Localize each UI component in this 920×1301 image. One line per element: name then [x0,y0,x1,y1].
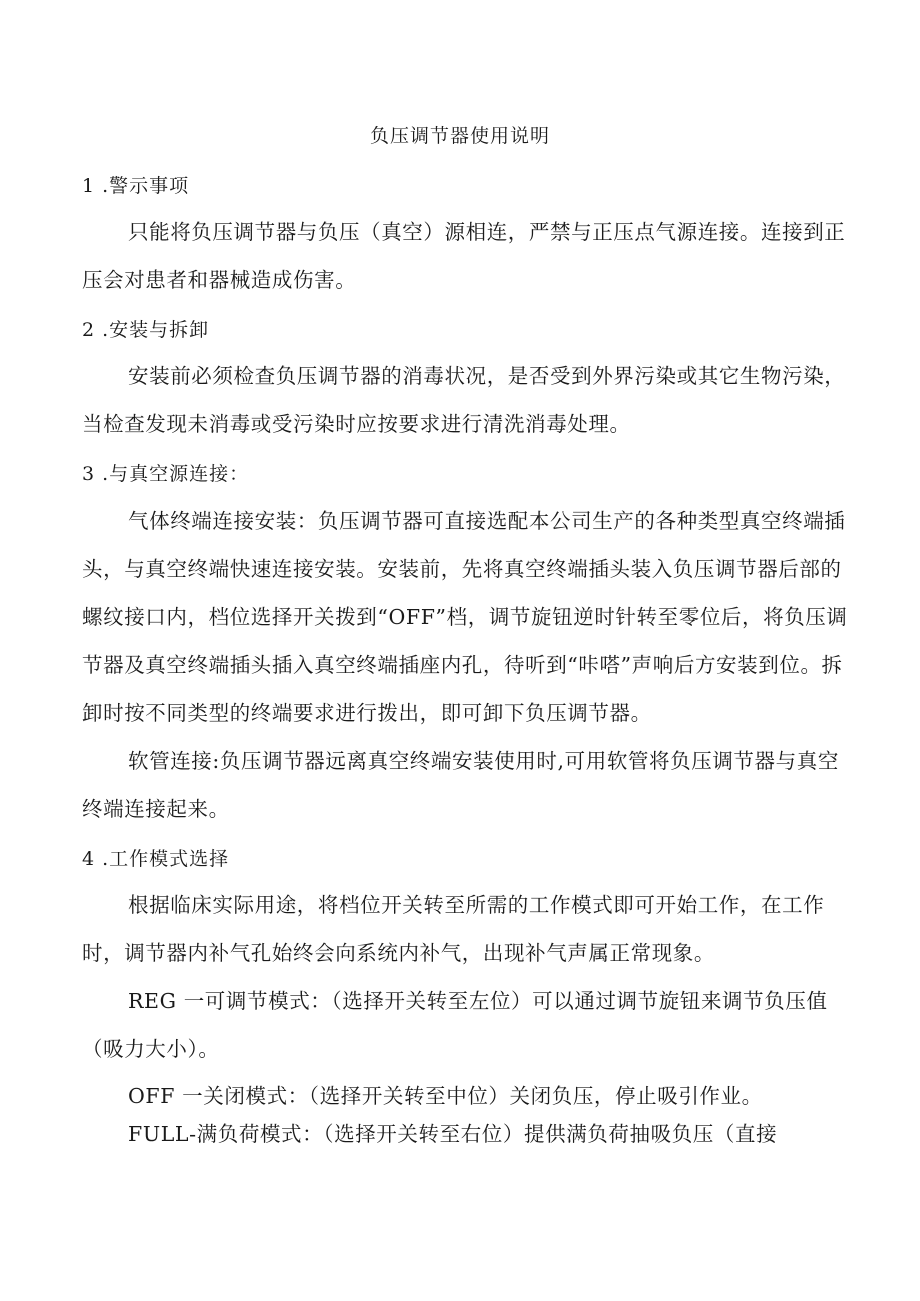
section-heading-vacuum-connection: 3 .与真空源连接： [82,463,250,485]
paragraph-terminal-install: 气体终端连接安装：负压调节器可直接选配本公司生产的各种类型真空终端插头，与真空终端快速连接安装。安装前，先将真空终端插头装入负压调节器后部的螺纹接口内，档位选择开关拨到“OFF”档，调节旋钮逆时针转至零位后，将负压调节器及真空终端插头插入真空终端插座内孔，待听到“咔嗒”声响后方安装到位。拆卸时按不同类型的终端要求进行拨出，即可卸下负压调节器。 [82,509,848,725]
paragraph-mode-reg: REG 一可调节模式：（选择开关转至左位）可以通过调节旋钮来调节负压值（吸力大小）。 [82,989,828,1061]
paragraph-install: 安装前必须检查负压调节器的消毒状况，是否受到外界污染或其它生物污染，当检查发现未消毒或受污染时应按要求进行清洗消毒处理。 [82,364,846,436]
paragraph-work-mode: 根据临床实际用途，将档位开关转至所需的工作模式即可开始工作，在工作时，调节器内补气孔始终会向系统内补气，出现补气声属正常现象。 [82,893,825,965]
section-heading-warnings: 1 .警示事项 [82,175,190,197]
section-heading-install: 2 .安装与拆卸 [82,319,210,341]
paragraph-hose-connection: 软管连接:负压调节器远离真空终端安装使用时,可用软管将负压调节器与真空终端连接起来。 [82,749,839,821]
paragraph-mode-full: FULL-满负荷模式：（选择开关转至右位）提供满负荷抽吸负压（直接 [128,1122,778,1146]
paragraph-mode-off: OFF 一关闭模式：（选择开关转至中位）关闭负压，停止吸引作业。 [128,1084,763,1108]
section-heading-work-mode: 4 .工作模式选择 [82,848,230,870]
document-title: 负压调节器使用说明 [369,125,550,147]
paragraph-warning: 只能将负压调节器与负压（真空）源相连，严禁与正压点气源连接。连接到正压会对患者和器械造成伤害。 [82,220,846,292]
